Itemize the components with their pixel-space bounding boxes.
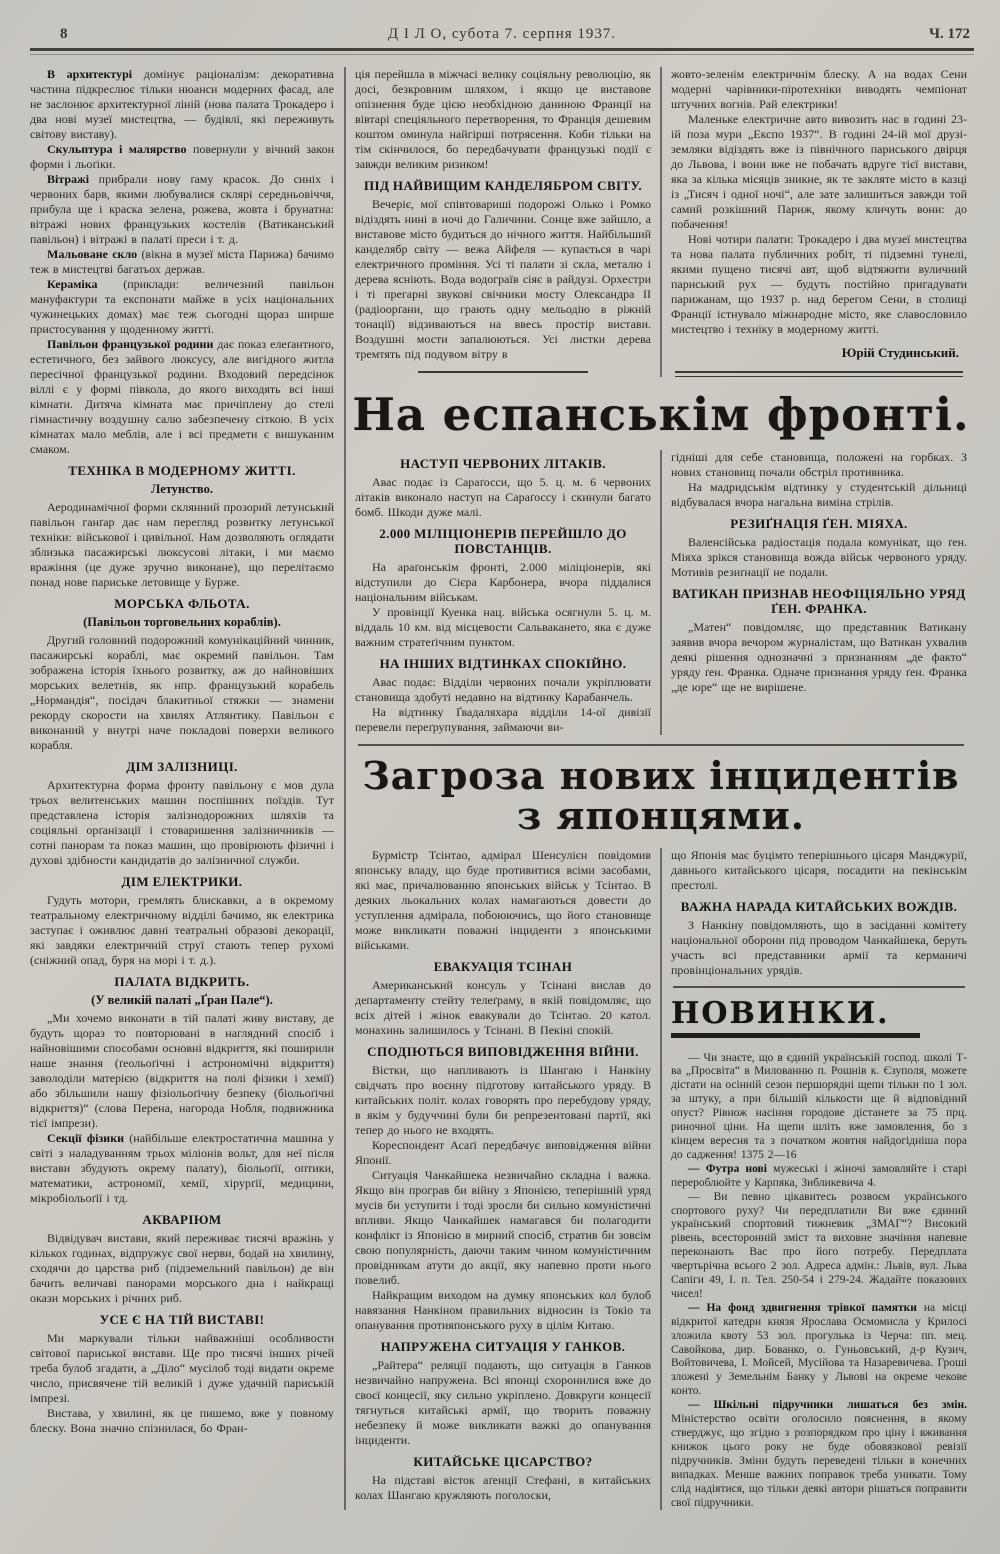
paragraph: „Райтера“ реляції подають, що ситуація в Ганков незвичайно напружена. Всі японці схоронилися вже до своєї концесії, яку сильно укріплено. Довкруги концесії тягнуться китайські армії, що творить поважну небезпеку й може викликати важкі до опанування інциденти. — [355, 1358, 651, 1448]
paragraph: ція перейшла в міжчасі велику соціяльну революцію, як досі, безкровним шляхом, і якщо це виставове опізнення буде цією необхідною даниною Франції на вівтарі спеціяльного перетворення, то Франція дешевим коштом оминула найгірші потрясення. Коби тільки на тім скінчилося, бо передбачувати французькі події є завжди великим ризиком! — [355, 67, 651, 171]
article-end-rule — [418, 371, 588, 373]
paragraph: Аеродинамічної форми склянний прозорий летунський павільон ганґар дає нам перегляд розвитку летунської техніки: військової і цивільної. Нам дозволяють оглядати зблизька пасажирські люксусові літаки, і ми маємо вражіння (це дуже зручно виконане), що перелітаємо понад нове париське летовище у Бурже. — [30, 500, 334, 589]
paragraph: Нові чотири палати: Трокадеро і два музеї мистецтва та нова палата публичних робіт, ті підземні тунелі, якими пущено тисячі авт, щоб відтяжити вуличний париський рух — будуть постійно пригадувати парижанам, що 1937 р. над берегом Сени, в столиці Франції істнувало міжнародне місто, яке славословило мистецтво і техніку в модерному житті. — [671, 232, 967, 336]
right-region — [346, 67, 976, 1510]
section-heading: НА ІНШИХ ВІДТИНКАХ СПОКІЙНО. — [379, 656, 627, 672]
paragraph: В архитектурі домінує раціоналізм: декоративна частина підкреслює тільки нюанси модерних фасад, але не заслонює архитектурної ліній (нова палата Трокадеро і два нові музеї мистецтва, — будівлі, які переживуть світову виставу). — [30, 67, 334, 141]
paragraph-lead: Мальоване скло — [47, 247, 138, 261]
paragraph: Вистава, у хвилині, як це пишемо, вже у повному блеску. Вона значно спізнилася, бо Фран- — [30, 1406, 334, 1435]
page-number: 8 — [60, 26, 68, 42]
section-heading: НАПРУЖЕНА СИТУАЦІЯ У ГАНКОВ. — [380, 1339, 626, 1355]
section-heading: ЕВАКУАЦІЯ ТСІНАН — [433, 959, 573, 975]
paragraph: Другий головний подорожний комунікаційний чинник, пасажирські кораблі, має окремий павільон. Там зображена історія їхнього розвитку, аж до найновіших морських велетнів, як нпр. французький корабель „Нормандія“, посідач блакитньої стяжки — знамени рекорду скорости на хвилях Атлянтику. Павільон є виконаний у внутрі наче покладові поверхи великого корабля. — [30, 633, 334, 752]
paragraph: — Чи знаєте, що в єдиній українській господ. школі Т-ва „Просвіта“ в Милованню п. Рошнів к. Єзуполя, можете дістати на осінній сезон першорядні щепи тільки по 1 зол. за штуку, а при більшій кількости ще й відповідний опуст? Рівнож насіння городове дістанете за 75 прц. риночної ціни. На щепи шліть вже замовлення, бо з кінцем вересня та з початком жовтня найдогідніша пора до садження! 1375 2—16 — [671, 1051, 967, 1161]
paragraph-lead: Скульптура і малярство — [47, 142, 187, 156]
paragraph: Авас подає із Сараґосси, що 5. ц. м. 6 червоних літаків виконало наступ на Сараґоссу і скинули багато бомб. Шкоди дуже малі. — [355, 475, 651, 520]
section-heading: МОРСЬКА ФЛЬОТА. — [114, 596, 250, 611]
paragraph: що Японія має буцімто теперішнього цісаря Манджурії, давнього китайського цісаря, посадити на пекінськім престолі. — [671, 848, 967, 893]
headline-japan-incidents: Загроза нових інцидентів з японцями. — [362, 753, 960, 839]
section-heading: НАСТУП ЧЕРВОНИХ ЛІТАКІВ. — [400, 456, 606, 472]
masthead — [28, 10, 976, 48]
paragraph: Вітражі прибрали нову ґаму красок. До синіх і червоних барв, якими любувалися склярі середньовіччя, прибула ще і краска зелена, рожева, жовта і брунатна: вітражі нових французьких костелів (Ватиканський павільон) і вітражі в палаті преси і т. д. — [30, 172, 334, 246]
column-japan-left — [346, 848, 660, 1510]
novynky-title: НОВИНКИ. — [671, 998, 920, 1038]
paragraph: Ми маркували тільки найважніші особливости світової париської вистави. Ще про тисячі інших річей треба булоб згадати, а „Діло“ мусілоб тоді видати окреме число, присвячене тій великій і дуже удачній париській імпрезі. — [30, 1331, 334, 1405]
issue-number: Ч. 172 — [928, 26, 970, 42]
section-heading: ДІМ ЗАЛІЗНИЦІ. — [126, 759, 238, 774]
paragraph: — Футра нові мужеські і жіночі замовляйте і старі перероблюйте у Карпяка, Зибликевича 4. — [671, 1162, 967, 1189]
novynky-items — [671, 1052, 967, 1511]
paragraph: Валенсійська радіостація подала комунікат, що ґен. Міяха зрікся становища вожда військ червоного уряду. Мотивів резиґнації не подали. — [671, 535, 967, 580]
column-right-expo — [660, 67, 976, 377]
section-heading: УСЕ Є НА ТІЙ ВИСТАВІ! — [99, 1312, 265, 1327]
paragraph: Авас подає: Відділи червоних почали укріплювати становища здобуті недавно на відтинку Карабанчель. — [355, 675, 651, 705]
author-signature: Юрій Студинський. — [841, 345, 959, 360]
column-spanish-right — [660, 450, 976, 735]
section-subheading: Летунство. — [151, 482, 213, 496]
paragraph: У провінції Куенка нац. війська осягнули 5. ц. м. віддаль 10 км. від місцевости Сальвакането, яка є дуже важним стратеґічним пунктом. — [355, 605, 651, 650]
paragraph-lead: — Шкільні підручники лишаться без змін. — [688, 1399, 967, 1412]
paragraph: „Ми хочемо виконати в тій палаті живу виставу, де будуть щораз то повторювані в наглядний спосіб і найновішими способами основні відкриття, які поширили наше знання (ґеольоґічні і астрономічні відкриття) заволоділи матерією (відкриття на полі фізики і хемії) або збільшили нашу фізіольоґічну безпеку (біольоґічні відкриття)“ (слова Перена, нагорода Нобля, подвижника тієї імпрези). — [30, 1011, 334, 1130]
section-heading: СПОДІЮТЬСЯ ВИПОВІДЖЕННЯ ВІЙНИ. — [367, 1044, 639, 1060]
novynky-top-rule — [673, 986, 965, 988]
section-heading: ДІМ ЕЛЕКТРИКИ. — [121, 874, 243, 889]
column-japan-right — [660, 848, 976, 1510]
column-middle-expo — [346, 67, 660, 377]
paragraph: На араґонськім фронті, 2.000 міліціонерів, які відступили до Сієра Карбонера, вчора піддалися національним військам. — [355, 560, 651, 605]
article-end-double-rule — [675, 371, 963, 377]
paragraph: З Нанкіну повідомляють, що в засіданні комітету національної оборони під проводом Чанкайшека, беруть участь всі представники армії та керманичі провінціональних урядів. — [671, 918, 967, 978]
paragraph: — Шкільні підручники лишаться без змін. Міністерство освіти оголосило пояснення, в якому стверджує, що згідно з розпорядком про ціну і вживання книжок цього року не буде обовязкової ревізії підручників. Зміни будуть переведені тільки в конечних випадках. Менше важних поправок треба уникати. Тому слід надіятися, що тільки деякі автори рішаться поправити свої підручники. — [671, 1399, 967, 1509]
masthead-rule — [30, 48, 974, 55]
paragraph: гідніші для себе становища, положені на горбках. З нових становищ почали обстріл противника. — [671, 450, 967, 480]
paragraph: Американський консуль у Тсінані вислав до департаменту стейту телеґраму, в якій повідомляє, що всіх дітей і жінок евакували до Тсінтао. 20 катол. монахинь залишилось у Тсінані. В Пекіні спокій. — [355, 978, 651, 1038]
paragraph: Вістки, що напливають із Шангаю і Нанкіну свідчать про воєнну підготову китайського уряду. В китайських політ. колах говорять про перебудову уряду, в якім у будуччині були би репрезентовані партії, які тепер до нього не входять. — [355, 1063, 651, 1138]
masthead-title: Д І Л О, субота 7. серпня 1937. — [387, 26, 617, 42]
column-left-expo-article — [28, 67, 346, 1510]
section-subheading: (Павільон торговельних кораблів). — [83, 615, 281, 629]
section-heading: ТЕХНІКА В МОДЕРНОМУ ЖИТТІ. — [68, 463, 296, 478]
section-heading: ВАЖНА НАРАДА КИТАЙСЬКИХ ВОЖДІВ. — [680, 899, 958, 915]
section-heading: КИТАЙСЬКЕ ЦІСАРСТВО? — [413, 1454, 593, 1470]
section-heading: 2.000 МІЛІЦІОНЕРІВ ПЕРЕЙШЛО ДО ПОВСТАНЦІВ. — [379, 526, 627, 557]
page-content — [28, 67, 976, 1510]
paragraph: Кореспондент Асаґі передбачує виповідження війни Японії. — [355, 1138, 651, 1168]
section-divider-rule — [358, 744, 964, 746]
paragraph: На підставі вісток аґенції Стефані, в китайських колах Шангаю кружляють поголоски, — [355, 1473, 651, 1503]
column-spanish-left — [346, 450, 660, 735]
paragraph-lead: — Футра нові — [688, 1162, 767, 1175]
paragraph: Вечеріє, мої співтовариші подорожі Олько і Ромко відіздять нині в ночі до Галичини. Сонце вже зайшло, а виставове місто будиться до нічного життя. Найбільший канделябр світу — вежа Айфеля — купається в чарі електричного проміння. Усі ті палати зі скла, металю і дерева ясніють. Вода водограїв сіяє в райдузі. Орхестри і ті прегарні звукові свічники мосту Олександра ІІ (радіоорґани, що грають одну мельодію в ріжній тонації) відзиваються на ввесь простір вистави. Воздушні мости запалюються. Усі листки дерева тремтять під подувом вітру в — [355, 197, 651, 361]
paragraph: Ситуація Чанкайшека незвичайно складна і важка. Якщо він програв би війну з Японією, теперішній уряд мусів би уступити і тоді зросли би сильно комуністичні впливи. Якщо Чанкайшек намагався би полагодити конфлікт із Японією в мирний спосіб, стратив би зовсім свою популярність, даючи таким чином комуністичним провідникам атути до акції, яку напевно проти нього повелиб. — [355, 1168, 651, 1288]
paragraph: Кераміка (приклади: величезний павільон мануфактури та експонати майже в усіх національних чужинецьких домах) має теж сьогодні щораз ширше пристосування у щоденному житті. — [30, 277, 334, 336]
paragraph: Маленьке електричне авто вивозить нас в годині 23-ій поза мури „Експо 1937“. В годині 24-ій мої друзі-земляки відіздять вже із північного париського двірця до Львова, і вони вже не побачать вдруге тієї вистави, яка за кілька місяців зникне, як те закляте місто в казці із „Тисяч і одної ночі“, але зате залишиться завжди той самий розкішний Париж, якому кличуть вони: до побачення! — [671, 112, 967, 231]
paragraph: На мадридськім відтинку у студентській дільниці відбувалася вчора нагальна виміна стрілів. — [671, 480, 967, 510]
paragraph-lead: — На фонд здвигнення трівкої памятки — [688, 1301, 917, 1314]
paragraph: — Ви певно цікавитесь розвоєм українського спортового руху? Чи передплатили Ви вже єдиний український спортовий тижневик „ЗМАГ“? Високий рівень, всесторонній зміст та виховне значіння напевне переконають Вас про його потребу. Передплата чвертьрічна всього 2 зол. Адреса адмін.: Львів, вул. Льва Сапіги 49, І. п. Тел. 250-54 і 279-24. Жадайте показових чисел! — [671, 1190, 967, 1300]
japan-row — [346, 848, 976, 1510]
paragraph-lead: Секції фізики — [47, 1131, 125, 1145]
paragraph: Гудуть мотори, гремлять блискавки, а в окремому театральному електричному відділі бачимо, як електрика заступає і оживлює давні театральні образові декорації, які завдяки електричній струї стають тепер рухомі (сніжний опад, буря на морі і т. д.). — [30, 893, 334, 967]
paragraph: Найкращим виходом на думку японських кол булоб навязання Нанкіном правильних відносин із Токіо та опанування протияпонського руху в цілім Китаю. — [355, 1288, 651, 1333]
paragraph: Відвідувач вистави, який переживає тисячі вражінь у кількох годинах, відпружує свої нерви, бодай на хвилину, сходячи до царства риб (підземельний павільон) де він бачить величаві панорами морського дна і найкращі окази морських і річних риб. — [30, 1231, 334, 1305]
expo-continuation-row — [346, 67, 976, 377]
paragraph: Бурмістр Тсінтао, адмірал Шенсулієн повідомив японську владу, що буде противитися всіми засобами, які має, причалюванню японських військ у Тсінтао. В деяких льокальних колах намагаються довести до уступлення адмірала, побоюючись, що його становище може викликати поважні інциденти з японськими військами. — [355, 848, 651, 953]
section-heading: ПАЛАТА ВІДКРИТЬ. — [114, 974, 250, 989]
paragraph: Скульптура і малярство повернули у вічний закон форми і льоґіки. — [30, 142, 334, 171]
paragraph: — На фонд здвигнення трівкої памятки на місці відкритої катедри князя Ярослава Осмомисла у Крилосі зложила квоту 53 зол. прогулька із Черча: пп. мец. Савойкова, дир. Бованко, о. Гуньовський, д-р Кузич, Войтовичева, І. Мойсей, Мусійова та Назаревичева. Гроші зложені у Земельнім Банку у Львові на окреме чекове конто. — [671, 1301, 967, 1398]
paragraph: Архитектурна форма фронту павільону є мов дула трьох велитенських машин поспішних поїздів. Тут представлена історія залізнодорожних шляхів та соціяльні орґанізації і стоваришення залізничників — сотні панорам та показ машин, що провірюють фізичні і духові здібности кандидатів до залізничної служби. — [30, 778, 334, 867]
paragraph-lead: В архитектурі — [47, 67, 133, 81]
paragraph-lead: Вітражі — [47, 172, 90, 186]
section-heading: ВАТИКАН ПРИЗНАВ НЕОФІЦІЯЛЬНО УРЯД ҐЕН. ФРАНКА. — [672, 586, 966, 617]
paragraph: Мальоване скло (вікна в музеї міста Парижа) бачимо теж в мистецтві багатьох держав. — [30, 247, 334, 276]
paragraph-lead: Павільон французької родини — [47, 337, 214, 351]
spanish-front-row — [346, 450, 976, 735]
paragraph: жовто-зеленім електричнім блеску. А на водах Сени модерні чарівники-піротехніки виводять чемпіонат штучних вогнів. Рай електрики! — [671, 67, 967, 111]
paragraph: На відтинку Ґвадаляхара відділи 14-ої дивізії перевели переґрупування, займаючи ви- — [355, 705, 651, 735]
section-subheading: (У великій палаті „Ґран Пале“). — [91, 993, 273, 1007]
paragraph-lead: Кераміка — [47, 277, 98, 291]
headline-spanish-front: На еспанськім фронті. — [352, 388, 970, 441]
paragraph: „Матен“ повідомляє, що представник Ватикану заявив вчора вечором журналістам, що Ватикан ухвалив деякі рішення однозначні з признанням „де факто“ уряду ґен. Франка. Одначе признання уряду ґен. Франка „де юре“ ще не вирішене. — [671, 620, 967, 695]
section-heading: АКВАРІЮМ — [142, 1212, 222, 1227]
section-heading: ПІД НАЙВИЩИМ КАНДЕЛЯБРОМ СВІТУ. — [363, 178, 643, 193]
paragraph: Павільон французької родини дає показ елеґантного, естетичного, без зайвого люксусу, але вигідного житла пересічної французької родини. Входовий передсінок віллі є у формі півкола, до якого виходять всі інші кімнати. Дитяча кімната має причіплену до стелі гімнастичну воздушну салю забезпечену сіткою. В усіх кімнатах мало меблів, але і всі предмети є вишуканим смаком. — [30, 337, 335, 456]
section-heading: РЕЗИҐНАЦІЯ ҐЕН. МІЯХА. — [730, 516, 908, 532]
paragraph: Секції фізики (найбільше електростатична машина у світі з наладуванням трьох міліонів вольт, для неї після вистави збудують окрему палату), біольоґії, оптики, математики, астрономії, хемії, хірурґії, медицини, мікробіольоґії і тд. — [30, 1131, 334, 1205]
